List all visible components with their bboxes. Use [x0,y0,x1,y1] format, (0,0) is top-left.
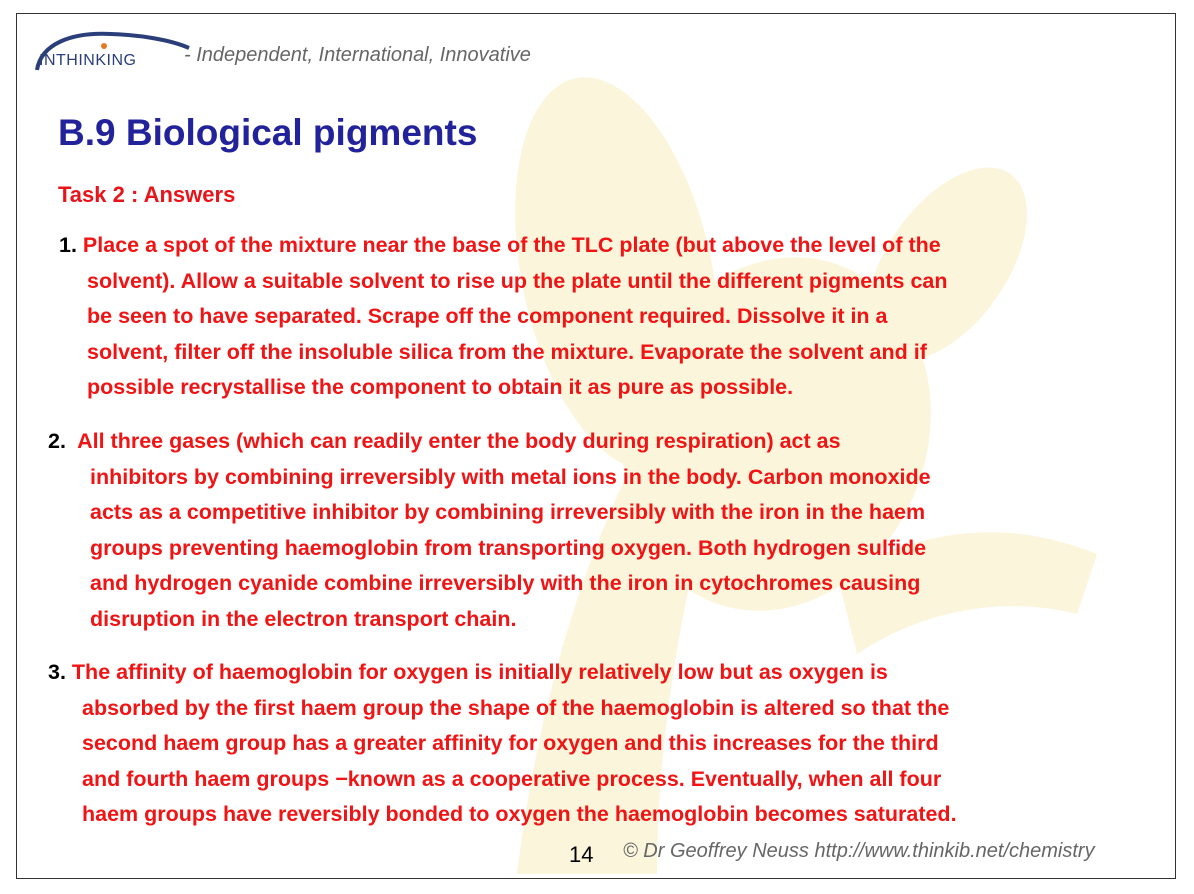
answer-line: second haem group has a greater affinity for oxygen and this increases for the third [82,731,939,755]
answer-number: 3. [48,660,66,684]
subtitle: Task 2 : Answers [58,182,236,207]
answer-line: disruption in the electron transport chain. [90,606,517,631]
answer-line: acts as a competitive inhibitor by combining irreversibly with the iron in the haem [90,500,926,524]
copyright: © Dr Geoffrey Neuss http://www.thinkib.net/chemistry [623,840,1095,862]
answer-line: possible recrystallise the component to obtain it as pure as possible. [87,375,794,399]
answer-line: be seen to have separated. Scrape off the component required. Dissolve it in a [87,304,888,328]
answer-line: and fourth haem groups −known as a cooperative process. Eventually, when all four [82,766,942,791]
page-title: B.9 Biological pigments [58,112,478,153]
answer-line: inhibitors by combining irreversibly with metal ions in the body. Carbon monoxide [90,464,931,489]
tagline: - Independent, International, Innovative [184,44,531,66]
logo-text: INTHINKING [39,52,137,69]
answer-line: Place a spot of the mixture near the base of the TLC plate (but above the level of the [82,233,941,257]
answer-1 [59,228,948,406]
answer-line: The affinity of haemoglobin for oxygen is initially relatively low but as oxygen is [71,660,888,684]
answer-line: solvent, filter off the insoluble silica from the mixture. Evaporate the solvent and if [87,339,927,364]
answer-3 [48,655,957,833]
slide [16,13,1176,879]
answer-number: 1. [59,233,77,257]
answer-line: and hydrogen cyanide combine irreversibly with the iron in cytochromes causing [90,571,921,595]
answer-line: absorbed by the first haem group the shape of the haemoglobin is altered so that the [82,695,950,720]
page-number: 14 [569,842,594,867]
answer-line: All three gases (which can readily enter the body during respiration) act as [77,429,841,453]
answer-line: haem groups have reversibly bonded to oxygen the haemoglobin becomes saturated. [82,802,957,826]
answer-number: 2. [48,429,66,453]
answer-2 [48,424,931,637]
answer-line: groups preventing haemoglobin from transporting oxygen. Both hydrogen sulfide [90,535,927,560]
answer-line: solvent). Allow a suitable solvent to rise up the plate until the different pigments can [87,268,948,293]
